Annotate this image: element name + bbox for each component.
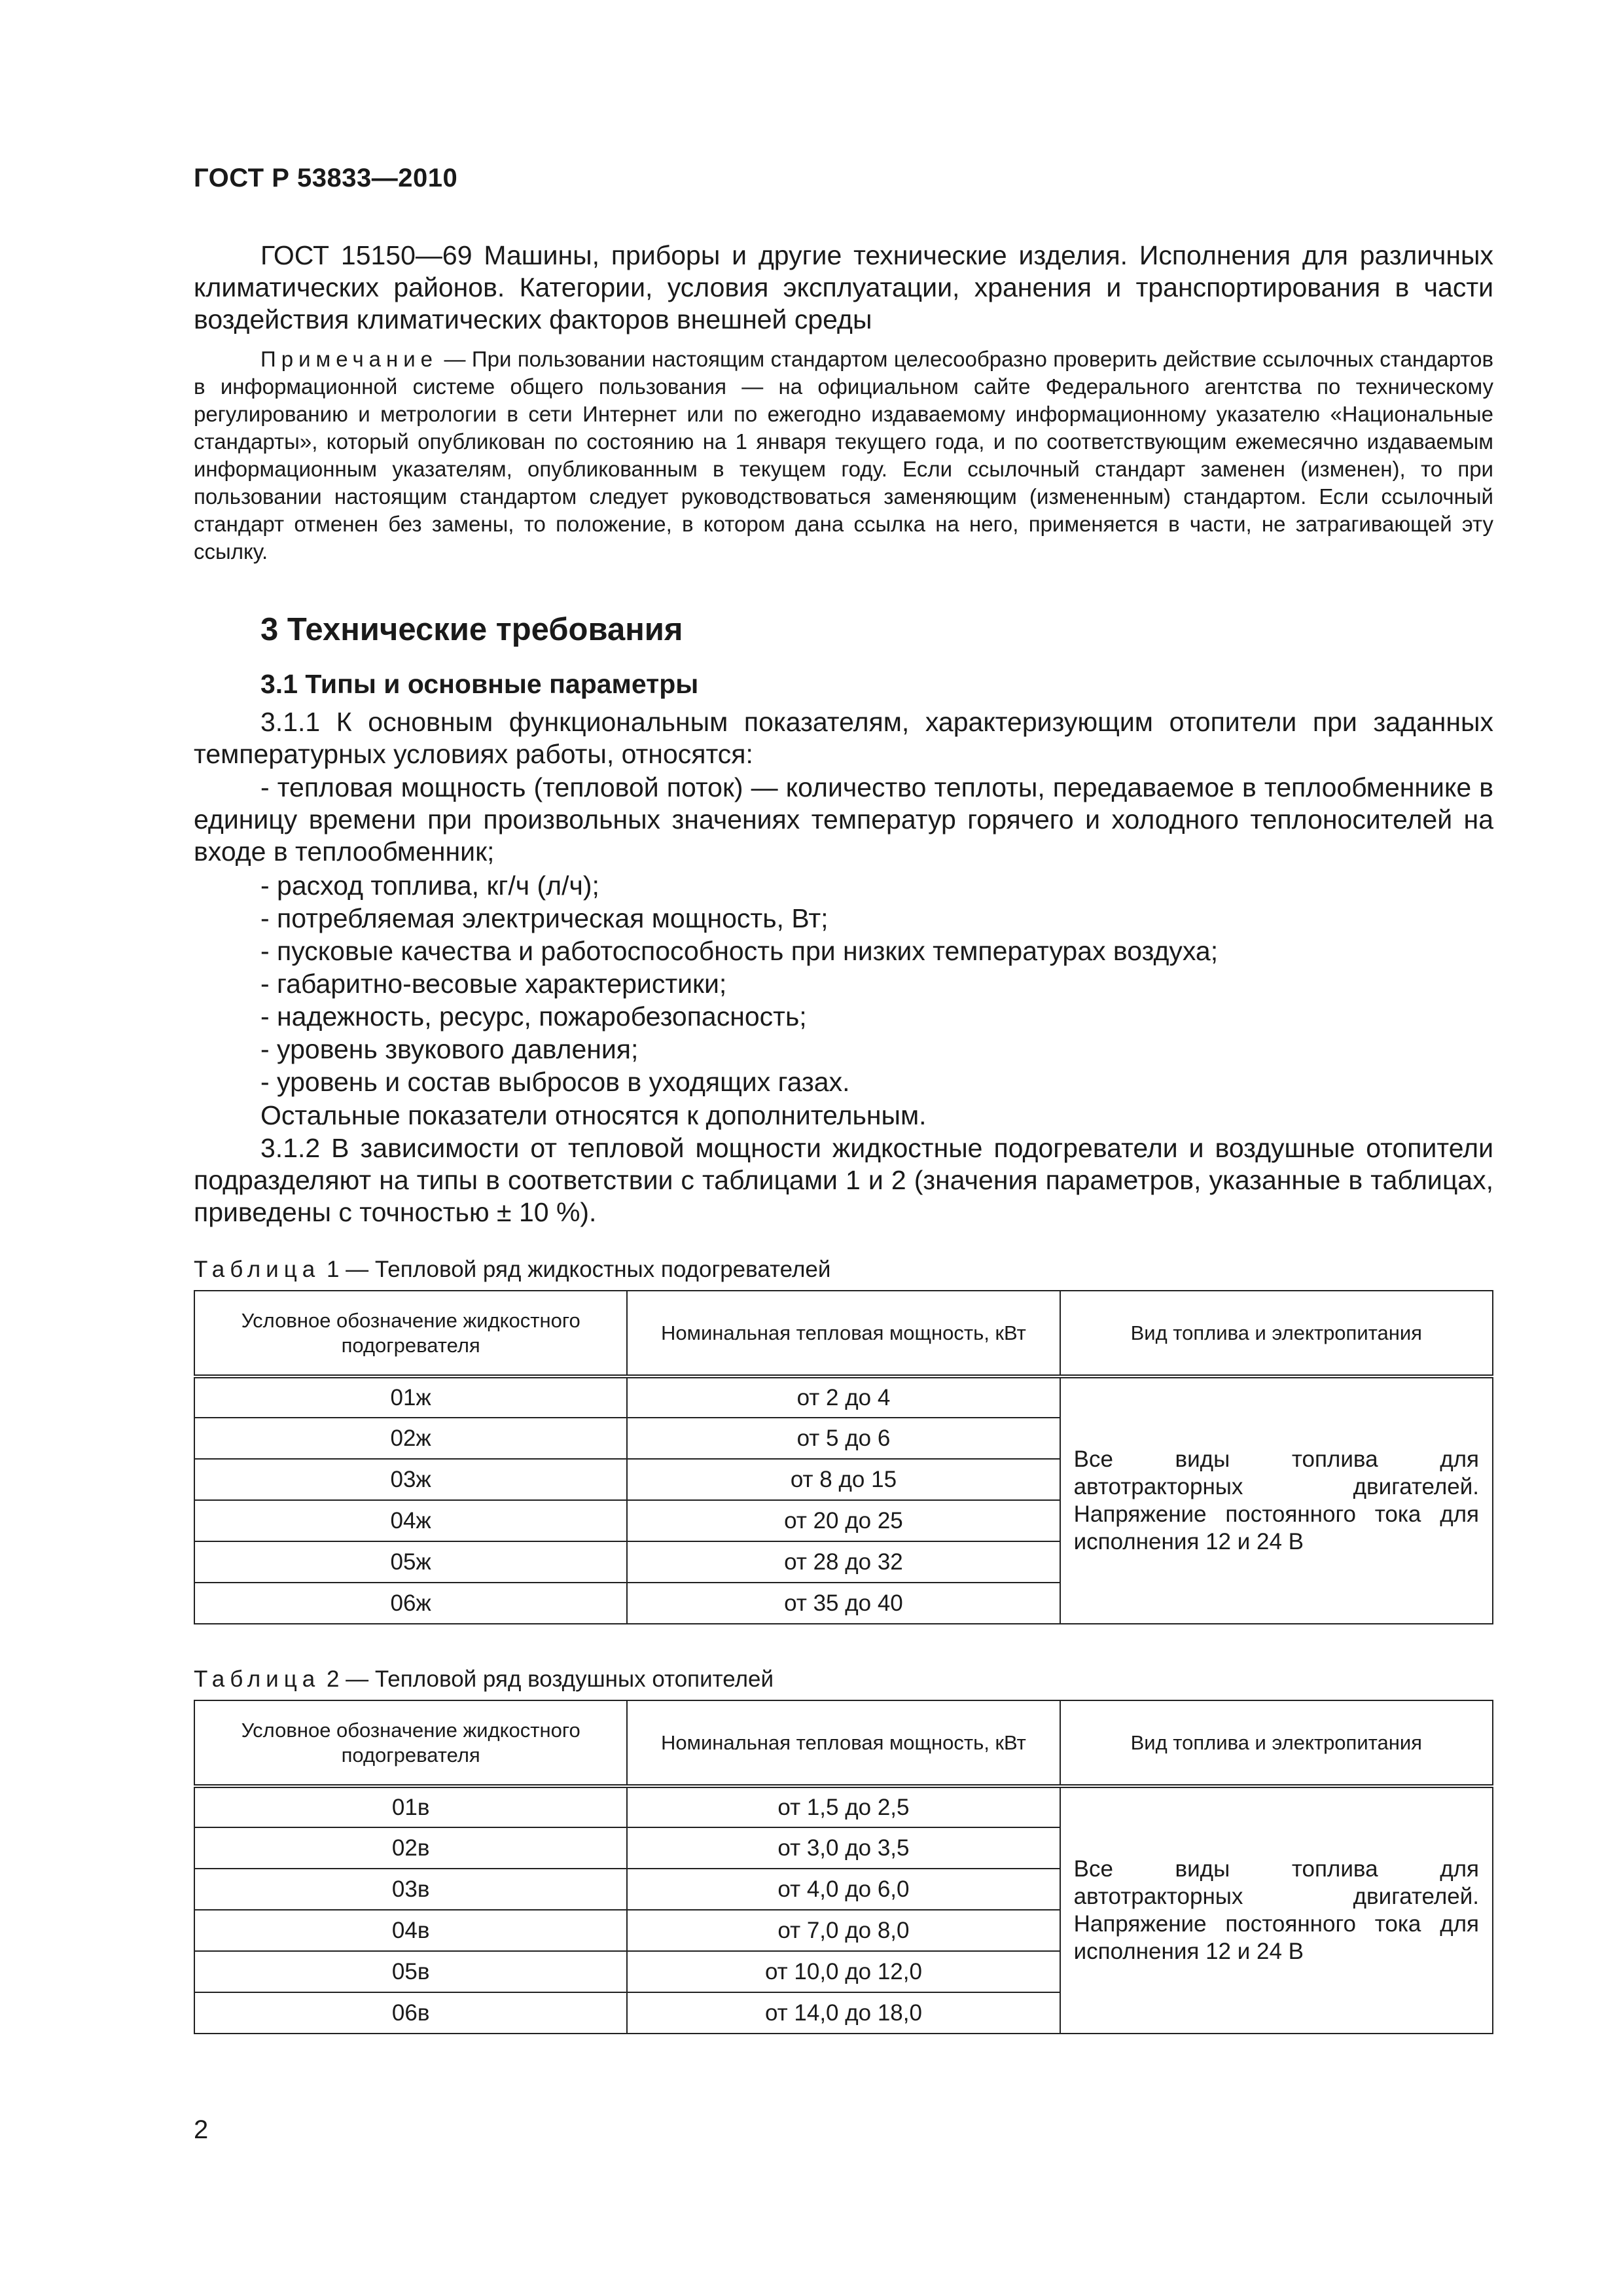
cell-power: от 3,0 до 3,5 (627, 1827, 1060, 1869)
subsection-heading: 3.1 Типы и основные параметры (260, 669, 699, 699)
cell-power: от 10,0 до 12,0 (627, 1951, 1060, 1992)
note-paragraph (194, 346, 1493, 565)
cell-designation: 03в (194, 1869, 627, 1910)
cell-power: от 1,5 до 2,5 (627, 1786, 1060, 1827)
cell-designation: 02ж (194, 1418, 627, 1459)
paragraph-3-1-1: 3.1.1 К основным функциональным показателям, характеризующим отопители при заданных температурных условиях работы, относятся: (194, 707, 1493, 769)
list-item: - надежность, ресурс, пожаробезопасность; (260, 1001, 807, 1031)
cell-power: от 14,0 до 18,0 (627, 1992, 1060, 2034)
column-header-power: Номинальная тепловая мощность, кВт (627, 1291, 1060, 1376)
paragraph-rest: Остальные показатели относятся к дополнительным. (260, 1100, 927, 1130)
cell-designation: 02в (194, 1827, 627, 1869)
note-label: Примечание (260, 347, 438, 371)
table1-caption-label: Таблица (194, 1257, 321, 1282)
table2-caption-text: 2 — Тепловой ряд воздушных отопителей (326, 1666, 774, 1692)
cell-designation: 04ж (194, 1500, 627, 1541)
cell-power: от 28 до 32 (627, 1541, 1060, 1583)
column-header-fuel: Вид топлива и электропитания (1060, 1291, 1493, 1376)
list-item: - расход топлива, кг/ч (л/ч); (260, 870, 599, 901)
cell-power: от 35 до 40 (627, 1583, 1060, 1624)
document-header: ГОСТ Р 53833—2010 (194, 164, 458, 192)
list-item: - уровень и состав выбросов в уходящих газах. (260, 1067, 850, 1097)
table2-caption-label: Таблица (194, 1666, 321, 1692)
table1-caption-text: 1 — Тепловой ряд жидкостных подогревателей (326, 1257, 831, 1282)
cell-designation: 03ж (194, 1459, 627, 1500)
reference-entry: ГОСТ 15150—69 Машины, приборы и другие технические изделия. Исполнения для различных климатических районов. Категории, условия эксплуатации, хранения и транспортирования в части воздействия климатических факторов внешней среды (194, 240, 1493, 334)
cell-power: от 2 до 4 (627, 1376, 1060, 1418)
list-item: - габаритно-весовые характеристики; (260, 969, 727, 999)
cell-fuel-supply: Все виды топлива для автотракторных двигателей. Напряжение постоянного тока для исполнения 12 и 24 В (1060, 1786, 1493, 2034)
cell-fuel-supply: Все виды топлива для автотракторных двигателей. Напряжение постоянного тока для исполнения 12 и 24 В (1060, 1376, 1493, 1624)
cell-designation: 05ж (194, 1541, 627, 1583)
section-heading: 3 Технические требования (260, 612, 683, 647)
table-row (194, 1786, 1493, 1827)
table-air-heaters (194, 1700, 1493, 2034)
column-header-fuel: Вид топлива и электропитания (1060, 1700, 1493, 1786)
table2-caption (194, 1666, 774, 1693)
column-header-designation: Условное обозначение жидкостного подогревателя (194, 1700, 627, 1786)
cell-designation: 01ж (194, 1376, 627, 1418)
table1-caption (194, 1257, 830, 1283)
cell-power: от 8 до 15 (627, 1459, 1060, 1500)
cell-power: от 7,0 до 8,0 (627, 1910, 1060, 1951)
cell-designation: 04в (194, 1910, 627, 1951)
note-text: — При пользовании настоящим стандартом целесообразно проверить действие ссылочных стандартов в информационной системе общего пользования — на официальном сайте Федерального агентства по техническому регулированию и метрологии в сети Интернет или по ежегодно издаваемому информационному указателю «Национальные стандарты», который опубликован по состоянию на 1 января текущего года, и по соответствующим ежемесячно издаваемым информационным указателям, опубликованным в текущем году. Если ссылочный стандарт заменен (изменен), то при пользовании настоящим стандартом следует руководствоваться заменяющим (измененным) стандартом. Если ссылочный стандарт отменен без замены, то положение, в котором дана ссылка на него, применяется в части, не затрагивающей эту ссылку. (194, 347, 1493, 564)
table-header-row (194, 1700, 1493, 1786)
paragraph-3-1-2: 3.1.2 В зависимости от тепловой мощности жидкостные подогреватели и воздушные отопители подразделяют на типы в соответствии с таблицами 1 и 2 (значения параметров, указанные в таблицах, приведены с точностью ± 10 %). (194, 1133, 1493, 1227)
list-item: - потребляемая электрическая мощность, Вт; (260, 903, 829, 933)
cell-designation: 06в (194, 1992, 627, 2034)
list-item-thermal-power: - тепловая мощность (тепловой поток) — количество теплоты, передаваемое в теплообменнике в единицу времени при произвольных значениях температур горячего и холодного теплоносителей на входе в теплообменник; (194, 772, 1493, 867)
cell-power: от 4,0 до 6,0 (627, 1869, 1060, 1910)
column-header-designation: Условное обозначение жидкостного подогревателя (194, 1291, 627, 1376)
table-row (194, 1376, 1493, 1418)
cell-designation: 05в (194, 1951, 627, 1992)
list-item: - уровень звукового давления; (260, 1034, 639, 1064)
cell-designation: 06ж (194, 1583, 627, 1624)
list-item: - пусковые качества и работоспособность при низких температурах воздуха; (260, 936, 1219, 966)
table-header-row (194, 1291, 1493, 1376)
cell-designation: 01в (194, 1786, 627, 1827)
cell-power: от 20 до 25 (627, 1500, 1060, 1541)
page-number: 2 (194, 2115, 209, 2144)
cell-power: от 5 до 6 (627, 1418, 1060, 1459)
table-liquid-heaters (194, 1290, 1493, 1624)
column-header-power: Номинальная тепловая мощность, кВт (627, 1700, 1060, 1786)
